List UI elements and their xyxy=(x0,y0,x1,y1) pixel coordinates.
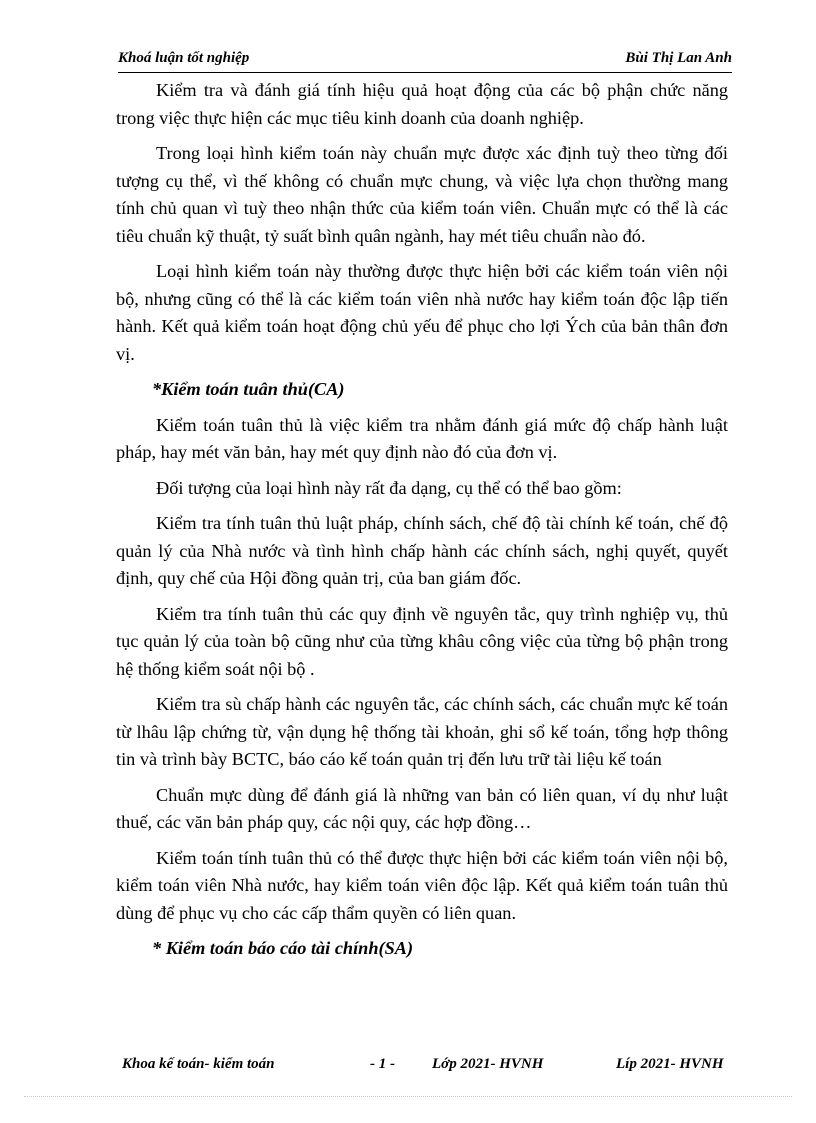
document-body xyxy=(116,77,728,971)
section-heading-compliance-audit: *Kiểm toán tuân thủ(CA) xyxy=(152,379,345,399)
paragraph: Đối tượng của loại hình này rất đa dạng, cụ thể có thể bao gồm: xyxy=(156,477,622,498)
paragraph: Kiểm tra tính tuân thủ luật pháp, chính sách, chế độ tài chính kế toán, chế độ quản lý của Nhà nước và tình hình chấp hành các chính sách, nghị quyết, quyết định, quy chế của Hội đồng quản trị, của ban giám đốc. xyxy=(116,513,728,588)
paragraph: Loại hình kiểm toán này thường được thực hiện bởi các kiểm toán viên nội bộ, nhưng cũng có thể là các kiểm toán viên nhà nước hay kiểm toán độc lập tiến hành. Kết quả kiểm toán hoạt động chủ yếu để phục cho lợi Ých của bản thân đơn vị. xyxy=(116,261,728,364)
section-heading-financial-audit: * Kiểm toán báo cáo tài chính(SA) xyxy=(152,938,414,958)
page-header xyxy=(118,50,732,73)
footer-page-number: - 1 - xyxy=(370,1056,395,1072)
paragraph: Kiểm tra sù chấp hành các nguyên tắc, các chính sách, các chuẩn mực kế toán từ lhâu lập chứng từ, vận dụng hệ thống tài khoản, ghi sổ kế toán, tổng hợp thông tin và trình bày BCTC, báo cáo kế toán quản trị đến lưu trữ tài liệu kế toán xyxy=(116,694,728,769)
header-author-name: Bùi Thị Lan Anh xyxy=(625,50,732,66)
paragraph: Chuẩn mực dùng để đánh giá là những van bản có liên quan, ví dụ như luật thuế, các văn bản pháp quy, các nội quy, các hợp đồng… xyxy=(116,784,728,832)
paragraph: Kiểm toán tính tuân thủ có thể được thực hiện bởi các kiểm toán viên nội bộ, kiểm toán viên Nhà nước, hay kiểm toán viên độc lập. Kết quả kiểm toán tuân thủ dùng để phục vụ cho các cấp thẩm quyền có liên quan. xyxy=(116,847,728,923)
page-edge-divider xyxy=(24,1096,792,1097)
paragraph: Kiểm tra tính tuân thủ các quy định về nguyên tắc, quy trình nghiệp vụ, thủ tục quản lý của toàn bộ cũng như của từng khâu công việc của từng bộ phận trong hệ thống kiểm soát nội bộ . xyxy=(116,603,728,679)
footer-class-duplicate: Líp 2021- HVNH xyxy=(616,1056,724,1072)
page-footer xyxy=(122,1056,734,1076)
paragraph: Kiểm toán tuân thủ là việc kiểm tra nhằm đánh giá mức độ chấp hành luật pháp, hay mét văn bản, hay mét quy định nào đó của đơn vị. xyxy=(116,414,728,462)
footer-class: Lớp 2021- HVNH xyxy=(432,1056,544,1072)
paragraph: Kiểm tra và đánh giá tính hiệu quả hoạt động của các bộ phận chức năng trong việc thực hiện các mục tiêu kinh doanh của doanh nghiệp. xyxy=(116,80,728,128)
footer-department: Khoa kế toán- kiểm toán xyxy=(122,1056,275,1072)
paragraph: Trong loại hình kiểm toán này chuẩn mực được xác định tuỳ theo từng đối tượng cụ thể, vì thế không có chuẩn mực chung, và việc lựa chọn thường mang tính chủ quan vì tuỳ theo nhận thức của kiểm toán viên. Chuẩn mực có thể là các tiêu chuẩn kỹ thuật, tỷ suất bình quân ngành, hay mét tiêu chuẩn nào đó. xyxy=(116,143,728,246)
header-thesis-title: Khoá luận tốt nghiệp xyxy=(118,50,250,66)
